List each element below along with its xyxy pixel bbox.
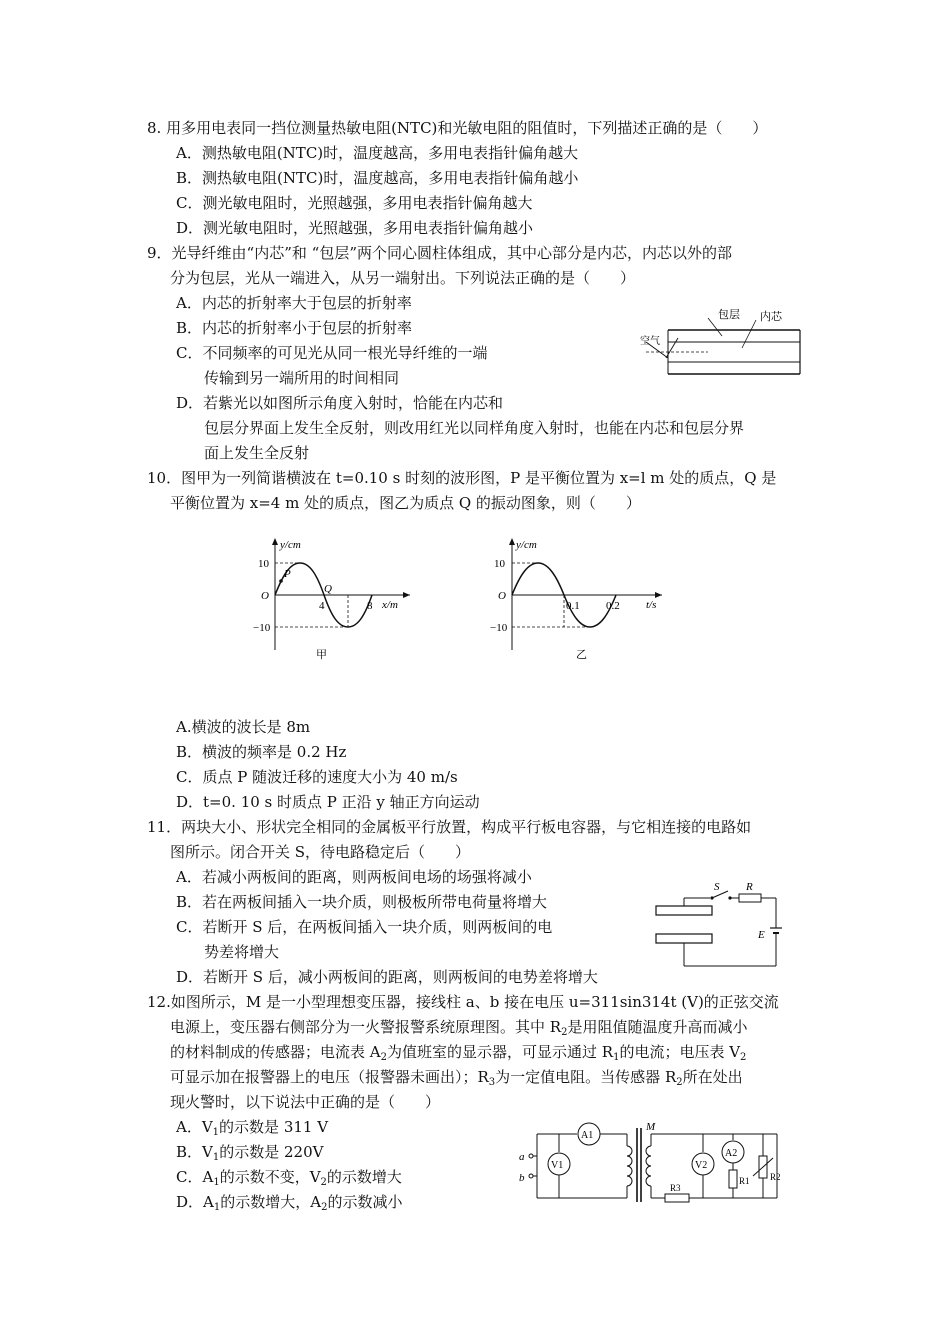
y-tick-bottom-yi: −10 xyxy=(490,622,508,634)
q9-stem-line2: 分为包层，光从一端进入，从另一端射出。下列说法正确的是（ ） xyxy=(170,269,636,287)
secondary-coil xyxy=(646,1146,651,1186)
q9-option-d-line3: 面上发生全反射 xyxy=(204,444,310,462)
resistor-r-label: R xyxy=(746,881,753,893)
t-tick-01: 0.1 xyxy=(566,600,580,612)
voltmeter-v1-label: V1 xyxy=(551,1160,564,1171)
sensor-r2-label: R2 xyxy=(770,1172,781,1182)
q12-stem-line2: 电源上，变压器右侧部分为一火警报警系统原理图。其中 $R_2$是用阻值随温度升高而减小 xyxy=(170,1018,748,1038)
q12-option-c: C．$A_1$的示数不变，$V_2$的示数增大 xyxy=(176,1168,402,1188)
terminal-a: a xyxy=(519,1151,525,1163)
q-label: Q xyxy=(324,583,332,595)
primary-coil xyxy=(627,1146,632,1186)
x-tick-4: 4 xyxy=(319,600,325,612)
vibration-figure-yi xyxy=(490,535,675,660)
caption-jia: 甲 xyxy=(316,649,327,660)
q9-option-d-line2: 包层分界面上发生全反射，则改用红光以同样角度入射时，也能在内芯和包层分界 xyxy=(204,419,745,437)
capacitor-circuit-figure xyxy=(648,880,783,970)
q11-stem-line2: 图所示。闭合开关 S，待电路稳定后（ ） xyxy=(170,843,471,861)
q11-option-a: A．若减小两板间的距离，则两板间电场的场强将减小 xyxy=(176,868,532,886)
q12-option-b: B．$V_1$的示数是 220V xyxy=(176,1143,324,1163)
q11-option-c-line1: C．若断开 S 后，在两板间插入一块介质，则两板间的电 xyxy=(176,918,553,936)
transformer-alarm-figure xyxy=(515,1118,795,1208)
y-axis-label-yi: y/cm xyxy=(516,539,537,551)
q12-option-d: D．$A_1$的示数增大，$A_2$的示数减小 xyxy=(176,1193,403,1213)
transformer-m-label: M xyxy=(646,1121,656,1133)
switch-s-label: S xyxy=(714,881,720,893)
terminal-b: b xyxy=(519,1172,525,1184)
q9-option-b: B．内芯的折射率小于包层的折射率 xyxy=(176,319,413,337)
y-tick-top-jia: 10 xyxy=(258,558,269,570)
q11-option-b: B．若在两板间插入一块介质，则极板所带电荷量将增大 xyxy=(176,893,548,911)
caption-yi: 乙 xyxy=(576,649,587,660)
ammeter-a1-label: A1 xyxy=(581,1130,594,1141)
q11-option-d: D．若断开 S 后，减小两板间的距离，则两板间的电势差将增大 xyxy=(176,968,598,986)
q9-option-d-line1: D．若紫光以如图所示角度入射时，恰能在内芯和 xyxy=(176,394,504,412)
q10-option-a: A.横波的波长是 8m xyxy=(176,718,311,736)
q10-option-d: D．t=0. 10 s 时质点 P 正沿 y 轴正方向运动 xyxy=(176,793,480,811)
origin-jia: O xyxy=(261,590,269,602)
q9-option-c-line1: C．不同频率的可见光从同一根光导纤维的一端 xyxy=(176,344,488,362)
t-tick-02: 0.2 xyxy=(606,600,620,612)
q10-option-b: B．横波的频率是 0.2 Hz xyxy=(176,743,347,761)
q12-option-a: A．$V_1$的示数是 311 V xyxy=(176,1118,329,1138)
q12-stem-line3: 的材料制成的传感器；电流表 $A_2$为值班室的显示器，可显示通过 $R_1$的电流；电压表 $V_2$ xyxy=(170,1043,747,1063)
q12-stem-line1: 12.如图所示，M 是一小型理想变压器，接线柱 a、b 接在电压 u=311sin314t (V)的正弦交流 xyxy=(147,993,779,1011)
x-tick-8: 8 xyxy=(367,600,373,612)
q9-option-c-line2: 传输到另一端所用的时间相同 xyxy=(204,369,400,387)
x-axis-label-yi: t/s xyxy=(646,599,657,611)
q11-stem-line1: 11．两块大小、形状完全相同的金属板平行放置，构成平行板电容器，与它相连接的电路如 xyxy=(147,818,752,836)
p-label: P xyxy=(284,568,291,580)
resistor-r1-label: R1 xyxy=(739,1176,750,1186)
q10-stem-line1: 10．图甲为一列简谐横波在 t=0.10 s 时刻的波形图，P 是平衡位置为 x=l m 处的质点，Q 是 xyxy=(147,469,777,487)
q8-stem: 8. 用多用电表同一挡位测量热敏电阻(NTC)和光敏电阻的阻值时，下列描述正确的是（ ） xyxy=(147,119,768,137)
y-tick-bottom-jia: −10 xyxy=(253,622,271,634)
wave-figure-jia xyxy=(250,535,420,660)
cladding-label: 包层 xyxy=(718,309,740,321)
y-tick-top-yi: 10 xyxy=(494,558,505,570)
ammeter-a2-label: A2 xyxy=(725,1148,738,1159)
air-label: 空气 xyxy=(640,336,660,347)
q8-option-b: B．测热敏电阻(NTC)时，温度越高，多用电表指针偏角越小 xyxy=(176,169,579,187)
q8-option-c: C．测光敏电阻时，光照越强，多用电表指针偏角越大 xyxy=(176,194,533,212)
emf-e-label: E xyxy=(758,929,765,941)
y-axis-label-jia: y/cm xyxy=(280,539,301,551)
q8-option-d: D．测光敏电阻时，光照越强，多用电表指针偏角越小 xyxy=(176,219,534,237)
voltmeter-v2-label: V2 xyxy=(695,1160,708,1171)
q12-stem-line4: 可显示加在报警器上的电压（报警器未画出）；$R_3$为一定值电阻。当传感器 $R_2$所在处出 xyxy=(170,1068,743,1088)
q11-option-c-line2: 势差将增大 xyxy=(204,943,280,961)
core-label: 内芯 xyxy=(760,311,782,323)
q9-stem-line1: 9．光导纤维由“内芯”和 “包层”两个同心圆柱体组成，其中心部分是内芯，内芯以外的部 xyxy=(147,244,732,262)
q8-option-a: A．测热敏电阻(NTC)时，温度越高，多用电表指针偏角越大 xyxy=(176,144,579,162)
q9-option-a: A．内芯的折射率大于包层的折射率 xyxy=(176,294,412,312)
q12-stem-line5: 现火警时，以下说法中正确的是（ ） xyxy=(170,1093,441,1111)
resistor-r3-label: R3 xyxy=(670,1183,681,1193)
q10-option-c: C．质点 P 随波迁移的速度大小为 40 m/s xyxy=(176,768,458,786)
origin-yi: O xyxy=(498,590,506,602)
optical-fiber-figure xyxy=(638,306,808,386)
q10-stem-line2: 平衡位置为 x=4 m 处的质点，图乙为质点 Q 的振动图象，则（ ） xyxy=(170,494,641,512)
x-axis-label-jia: x/m xyxy=(382,599,398,611)
